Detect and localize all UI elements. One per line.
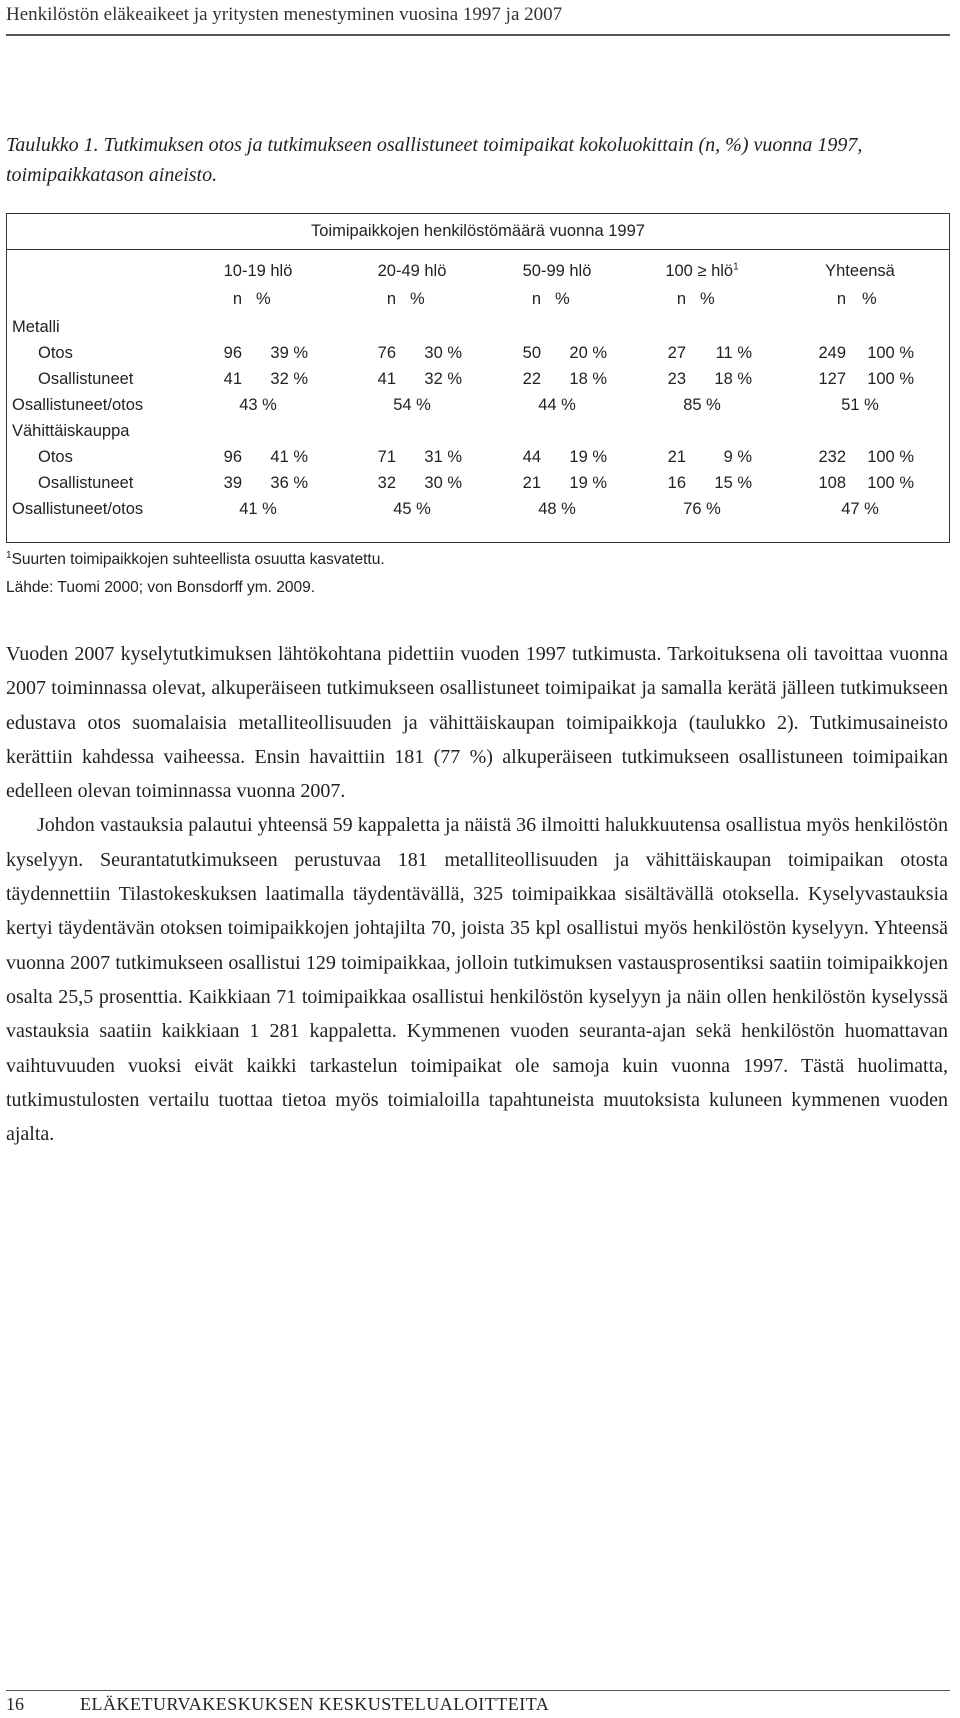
table-cell-pct: 32 %: [270, 370, 308, 388]
section-title: Metalli: [12, 318, 60, 336]
table-cell-n: 41: [223, 370, 242, 388]
table-cell-n: 96: [223, 344, 242, 362]
table-cell-n: 249: [818, 344, 846, 362]
column-header-label: 100 ≥ hlö: [665, 262, 734, 280]
table-cell-pct: 100 %: [867, 474, 914, 492]
table-cell-pct: 100 %: [867, 448, 914, 466]
table-cell-ratio: 51 %: [841, 396, 879, 414]
row-label: Osallistuneet/otos: [12, 500, 144, 518]
subheader-n: n: [386, 290, 396, 308]
paragraph: Johdon vastauksia palautui yhteensä 59 kappaletta ja näistä 36 ilmoitti halukkuutensa osallistua myös henkilöstön kyselyyn. Seurantatutkimukseen perustuvaa 181 metalliteollisuuden ja vähittäiskaupan toimipaikan otosta täydennettiin Tilastokeskuksen laatimalla täydentävällä, 325 toimipaikkaa sisältävällä otoksella. Kyselyvastauksia kertyi täydentävän otoksen toimipaikkojen johtajilta 70, joista 35 kpl osallistui myös henkilöstön kyselyyn. Yhteensä vuonna 2007 tutkimukseen osallistui 129 toimipaikkaa, jolloin tutkimuksen vastausprosentiksi saatiin toimipaikkojen osalta 25,5 prosenttia. Kaikkiaan 71 toimipaikkaa osallistui henkilöstön kyselyyn ja näin ollen henkilöstön kyselyssä vastauksia saatiin kaikkiaan 1 281 kappaletta. Kymmenen vuoden seuranta-ajan sekä henkilöstön huomattavan vaihtuvuuden vuoksi eivät kaikki tarkastelun toimipaikat ole samoja kuin vuonna 1997. Tästä huolimatta, tutkimustulosten vertailu tuottaa tietoa myös toimialoilla tapahtuneista muutoksista kuluneen kymmenen vuoden ajalta.: [6, 814, 948, 1146]
running-header: Henkilöstön eläkeaikeet ja yritysten menestyminen vuosina 1997 ja 2007: [6, 4, 563, 25]
subheader-pct: %: [700, 290, 715, 308]
column-header: [477, 262, 637, 281]
table-cell-ratio: 48 %: [538, 500, 576, 518]
table-cell-n: 41: [377, 370, 396, 388]
column-header: [780, 262, 940, 281]
table-cell-n: 96: [223, 448, 242, 466]
table-cell-ratio: 54 %: [393, 396, 431, 414]
row-label: Otos: [38, 344, 73, 362]
paragraph: Vuoden 2007 kyselytutkimuksen lähtökohtana pidettiin vuoden 1997 tutkimusta. Tarkoituksena oli tavoittaa vuonna 2007 toiminnassa olevat, alkuperäiseen tutkimukseen osallistuneet toimipaikat ja samalla kerätä jälleen tutkimukseen edustava otos suomalaisia metalliteollisuuden ja vähittäiskaupan toimipaikkoja (taulukko 2). Tutkimusaineisto kerättiin kahdessa vaiheessa. Ensin havaittiin 181 (77 %) alkuperäiseen tutkimukseen osallistuneen toimipaikan edelleen olevan toiminnassa vuonna 2007.: [6, 643, 948, 803]
table-cell-pct: 20 %: [569, 344, 607, 362]
column-header-label: 20-49 hlö: [377, 262, 447, 280]
table-cell-ratio: 47 %: [841, 500, 879, 518]
table-source: Lähde: Tuomi 2000; von Bonsdorff ym. 2009.: [6, 579, 316, 596]
table-cell-pct: 11 %: [715, 344, 752, 362]
table-cell-ratio: 41 %: [239, 500, 277, 518]
table-cell-n: 232: [818, 448, 846, 466]
column-header: [622, 262, 782, 281]
table-cell-pct: 19 %: [569, 448, 607, 466]
subheader-pct: %: [410, 290, 425, 308]
table-cell-pct: 36 %: [270, 474, 308, 492]
table-cell-pct: 39 %: [270, 344, 308, 362]
table-cell-n: 76: [377, 344, 396, 362]
table-cell-ratio: 44 %: [538, 396, 576, 414]
section-title: Vähittäiskauppa: [12, 422, 130, 440]
table-cell-pct: 30 %: [424, 474, 462, 492]
table-cell-pct: 18 %: [714, 370, 752, 388]
table-cell-pct: 15 %: [714, 474, 752, 492]
table-cell-n: 71: [377, 448, 396, 466]
table-cell-pct: 9 %: [723, 448, 752, 466]
subheader-pct: %: [555, 290, 570, 308]
table-cell-ratio: 76 %: [683, 500, 721, 518]
table-cell-n: 22: [522, 370, 541, 388]
table-cell-ratio: 85 %: [683, 396, 721, 414]
table-cell-pct: 41 %: [270, 448, 308, 466]
table-header-rule: [6, 249, 950, 250]
table-cell-n: 21: [522, 474, 541, 492]
column-header-label: Yhteensä: [825, 262, 895, 280]
table-cell-pct: 100 %: [867, 344, 914, 362]
page-number: 16: [6, 1694, 24, 1714]
table-cell-pct: 100 %: [867, 370, 914, 388]
row-label: Osallistuneet/otos: [12, 396, 144, 414]
row-label: Otos: [38, 448, 73, 466]
table-cell-n: 44: [522, 448, 541, 466]
subheader-pct: %: [862, 290, 877, 308]
table-footnote: [6, 551, 385, 569]
footer-rule: [6, 1690, 950, 1691]
table-cell-n: 16: [667, 474, 686, 492]
table-cell-n: 23: [667, 370, 686, 388]
subheader-n: n: [531, 290, 541, 308]
subheader-n: n: [836, 290, 846, 308]
column-header: [178, 262, 338, 281]
row-label: Osallistuneet: [38, 474, 134, 492]
body-text: [6, 637, 948, 1151]
table-cell-pct: 32 %: [424, 370, 462, 388]
table-cell-n: 27: [667, 344, 686, 362]
table-group-header: Toimipaikkojen henkilöstömäärä vuonna 1997: [311, 222, 645, 240]
table-cell-n: 39: [223, 474, 242, 492]
column-header-label: 10-19 hlö: [223, 262, 293, 280]
column-header: [332, 262, 492, 281]
subheader-n: n: [676, 290, 686, 308]
table-cell-n: 21: [667, 448, 686, 466]
table-cell-ratio: 43 %: [239, 396, 277, 414]
table-cell-pct: 19 %: [569, 474, 607, 492]
footnote-text: Suurten toimipaikkojen suhteellista osuutta kasvatettu.: [11, 551, 385, 568]
table-cell-pct: 31 %: [424, 448, 462, 466]
subheader-pct: %: [256, 290, 271, 308]
footnote-marker: 1: [6, 549, 12, 561]
table-caption: Taulukko 1. Tutkimuksen otos ja tutkimukseen osallistuneet toimipaikat kokoluokittain (n, %) vuonna 1997, toimipaikkatason aineisto.: [6, 134, 863, 186]
table-cell-pct: 18 %: [569, 370, 607, 388]
publication-title: ELÄKETURVAKESKUKSEN KESKUSTELUALOITTEITA: [80, 1694, 550, 1714]
table-cell-ratio: 45 %: [393, 500, 431, 518]
column-header-label: 50-99 hlö: [522, 262, 592, 280]
table-cell-n: 127: [818, 370, 846, 388]
row-label: Osallistuneet: [38, 370, 134, 388]
subheader-n: n: [232, 290, 242, 308]
table-cell-n: 108: [818, 474, 846, 492]
column-header-footnote-marker: 1: [733, 261, 739, 273]
header-rule: [6, 34, 950, 36]
table-cell-pct: 30 %: [424, 344, 462, 362]
table-cell-n: 50: [522, 344, 541, 362]
table-cell-n: 32: [377, 474, 396, 492]
